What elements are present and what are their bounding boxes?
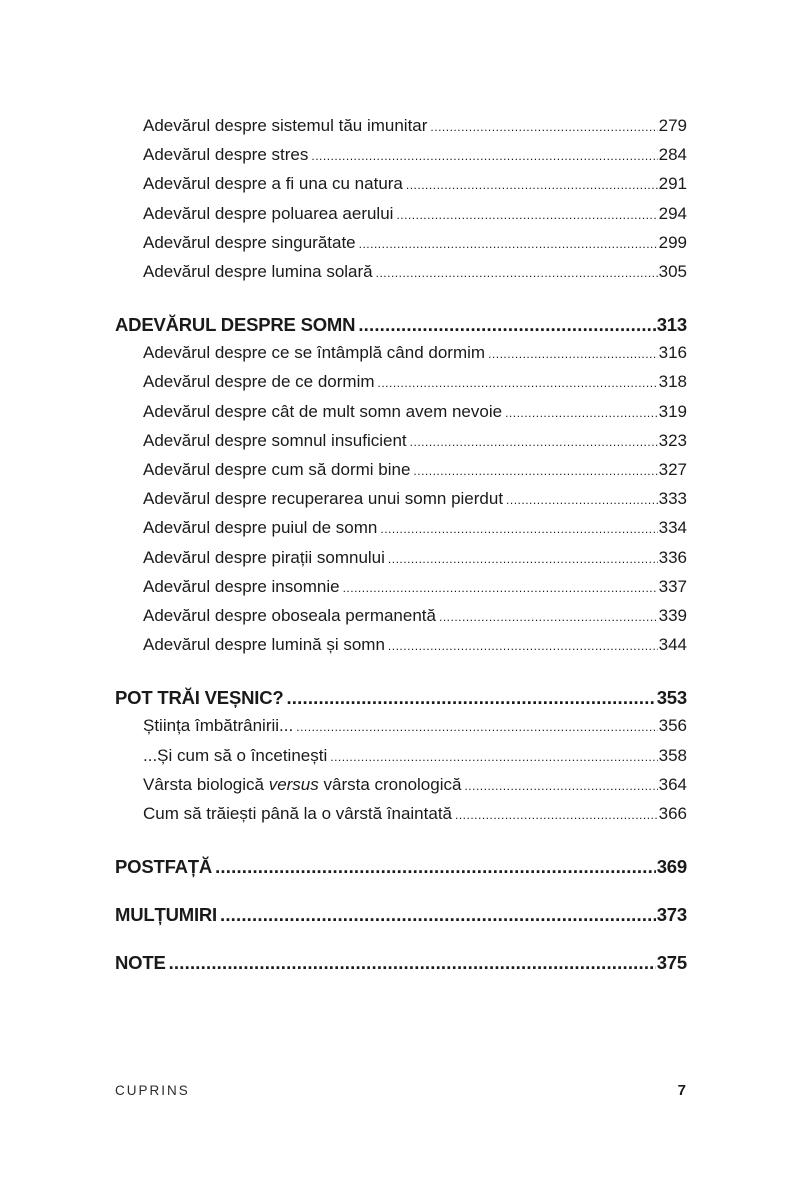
toc-entry-page: 284 — [658, 145, 687, 165]
toc-entry[interactable] — [115, 742, 687, 771]
dot-leader — [376, 260, 658, 287]
toc-chapter-title: NOTE — [115, 952, 166, 974]
toc-entry-title: Adevărul despre a fi una cu natura — [143, 174, 403, 194]
toc-entry-title — [143, 771, 461, 798]
toc-entry-page: 334 — [658, 518, 687, 538]
toc-section-health — [115, 112, 687, 287]
toc-chapter-title: MULȚUMIRI — [115, 904, 217, 926]
toc-entry-title: Adevărul despre poluarea aerului — [143, 203, 394, 223]
dot-leader — [311, 143, 657, 170]
toc-entry-title: Știința îmbătrânirii... — [143, 716, 294, 736]
toc-entry-page: 291 — [658, 174, 687, 194]
toc-entry-title: Adevărul despre cât de mult somn avem nevoie — [143, 401, 503, 421]
dot-leader — [413, 458, 657, 485]
toc-entry-page: 337 — [658, 576, 687, 596]
toc-entry[interactable] — [115, 258, 687, 287]
toc-entry[interactable] — [115, 800, 687, 829]
toc-entry-title-post: vârsta cronologică — [318, 774, 462, 794]
page-number: 7 — [677, 1082, 686, 1099]
toc-entry-title: Adevărul despre insomnie — [143, 576, 340, 596]
toc-chapter-page: 353 — [656, 687, 687, 709]
toc-entry-title: Cum să trăiești până la o vârstă înaintată — [143, 804, 452, 824]
toc-entry-page: 294 — [658, 203, 687, 223]
dot-leader — [343, 575, 658, 602]
toc-entry-page: 323 — [658, 430, 687, 450]
dot-leader — [505, 400, 658, 427]
toc-entry-page: 339 — [658, 606, 687, 626]
dot-leader — [286, 684, 655, 712]
toc-entry-page: 336 — [658, 547, 687, 567]
toc-entry[interactable] — [115, 573, 687, 602]
toc-entry[interactable] — [115, 229, 687, 258]
toc-entry[interactable] — [115, 141, 687, 170]
toc-chapter-multumiri[interactable] — [115, 901, 687, 929]
toc-chapter-page: 375 — [656, 952, 687, 974]
dot-leader — [464, 773, 657, 800]
toc-entry[interactable] — [115, 712, 687, 741]
toc-entry-page: 318 — [658, 372, 687, 392]
toc-entry-title: Adevărul despre pirații somnului — [143, 547, 385, 567]
dot-leader — [406, 172, 658, 199]
toc-chapter-somn[interactable] — [115, 311, 687, 339]
dot-leader — [378, 370, 658, 397]
toc-entry-title: Adevărul despre stres — [143, 145, 309, 165]
toc-entry-title: Adevărul despre ce se întâmplă când dormim — [143, 343, 486, 363]
toc-entry[interactable] — [115, 339, 687, 368]
toc-entry[interactable] — [115, 112, 687, 141]
toc-entry[interactable] — [115, 456, 687, 485]
dot-leader — [215, 853, 656, 881]
toc-entry-page: 279 — [658, 116, 687, 135]
toc-entry-page: 366 — [658, 804, 687, 824]
toc-chapter-postfata[interactable] — [115, 853, 687, 881]
dot-leader — [506, 487, 658, 514]
toc-entry-title: Adevărul despre cum să dormi bine — [143, 460, 411, 480]
page-footer — [115, 1082, 686, 1099]
toc-entry-page: 319 — [658, 401, 687, 421]
dot-leader — [169, 949, 656, 977]
dot-leader — [439, 604, 658, 631]
toc-entry-title: Adevărul despre lumina solară — [143, 262, 373, 282]
toc-entry[interactable] — [115, 368, 687, 397]
toc-entry[interactable] — [115, 398, 687, 427]
toc-entry[interactable] — [115, 514, 687, 543]
toc-entry[interactable] — [115, 631, 687, 660]
toc-entry[interactable] — [115, 602, 687, 631]
toc-entry[interactable] — [115, 485, 687, 514]
toc-entry-title: Adevărul despre puiul de somn — [143, 518, 378, 538]
toc-entry-page: 299 — [658, 232, 687, 252]
dot-leader — [430, 114, 657, 141]
toc-entry[interactable] — [115, 170, 687, 199]
toc-chapter-page: 373 — [656, 904, 687, 926]
toc-chapter-note[interactable] — [115, 949, 687, 977]
dot-leader — [296, 714, 657, 741]
table-of-contents — [115, 112, 687, 977]
toc-entry-page: 344 — [658, 635, 687, 655]
toc-entry-title: Adevărul despre recuperarea unui somn pierdut — [143, 489, 504, 509]
toc-entry-page: 333 — [658, 489, 687, 509]
toc-entry-title: Adevărul despre lumină și somn — [143, 635, 385, 655]
toc-chapter-title: ADEVĂRUL DESPRE SOMN — [115, 314, 356, 336]
toc-chapter-page: 369 — [656, 856, 687, 878]
toc-chapter-vesnic[interactable] — [115, 684, 687, 712]
toc-entry-page: 364 — [658, 774, 687, 794]
toc-entry-title: Adevărul despre oboseala permanentă — [143, 606, 436, 626]
toc-chapter-title: POT TRĂI VEȘNIC? — [115, 687, 284, 709]
dot-leader — [388, 633, 658, 660]
dot-leader — [488, 341, 658, 368]
dot-leader — [358, 311, 655, 339]
toc-entry-title-emphasis: versus — [268, 774, 319, 794]
dot-leader — [455, 802, 658, 829]
toc-entry[interactable] — [115, 771, 687, 800]
toc-entry-page: 327 — [658, 460, 687, 480]
toc-entry-page: 356 — [658, 716, 687, 736]
dot-leader — [220, 901, 656, 929]
running-head: CUPRINS — [115, 1083, 190, 1098]
toc-entry-title: Adevărul despre sistemul tău imunitar — [143, 116, 428, 135]
dot-leader — [396, 202, 657, 229]
toc-entry[interactable] — [115, 200, 687, 229]
toc-entry-title: Adevărul despre somnul insuficient — [143, 430, 407, 450]
toc-entry[interactable] — [115, 427, 687, 456]
toc-entry-page: 316 — [658, 343, 687, 363]
dot-leader — [359, 231, 658, 258]
toc-entry-page: 305 — [658, 262, 687, 282]
toc-entry[interactable] — [115, 544, 687, 573]
toc-entry-title: ...Și cum să o încetinești — [143, 745, 328, 765]
toc-entry-page: 358 — [658, 745, 687, 765]
dot-leader — [388, 546, 658, 573]
toc-entry-title: Adevărul despre singurătate — [143, 232, 356, 252]
toc-entry-title-pre: Vârsta biologică — [143, 774, 269, 794]
dot-leader — [410, 429, 658, 456]
toc-chapter-page: 313 — [656, 314, 687, 336]
dot-leader — [330, 744, 657, 771]
toc-entry-title: Adevărul despre de ce dormim — [143, 372, 375, 392]
toc-chapter-title: POSTFAȚĂ — [115, 856, 213, 878]
dot-leader — [380, 516, 657, 543]
toc-section-vesnic — [115, 712, 687, 829]
toc-section-somn — [115, 339, 687, 660]
